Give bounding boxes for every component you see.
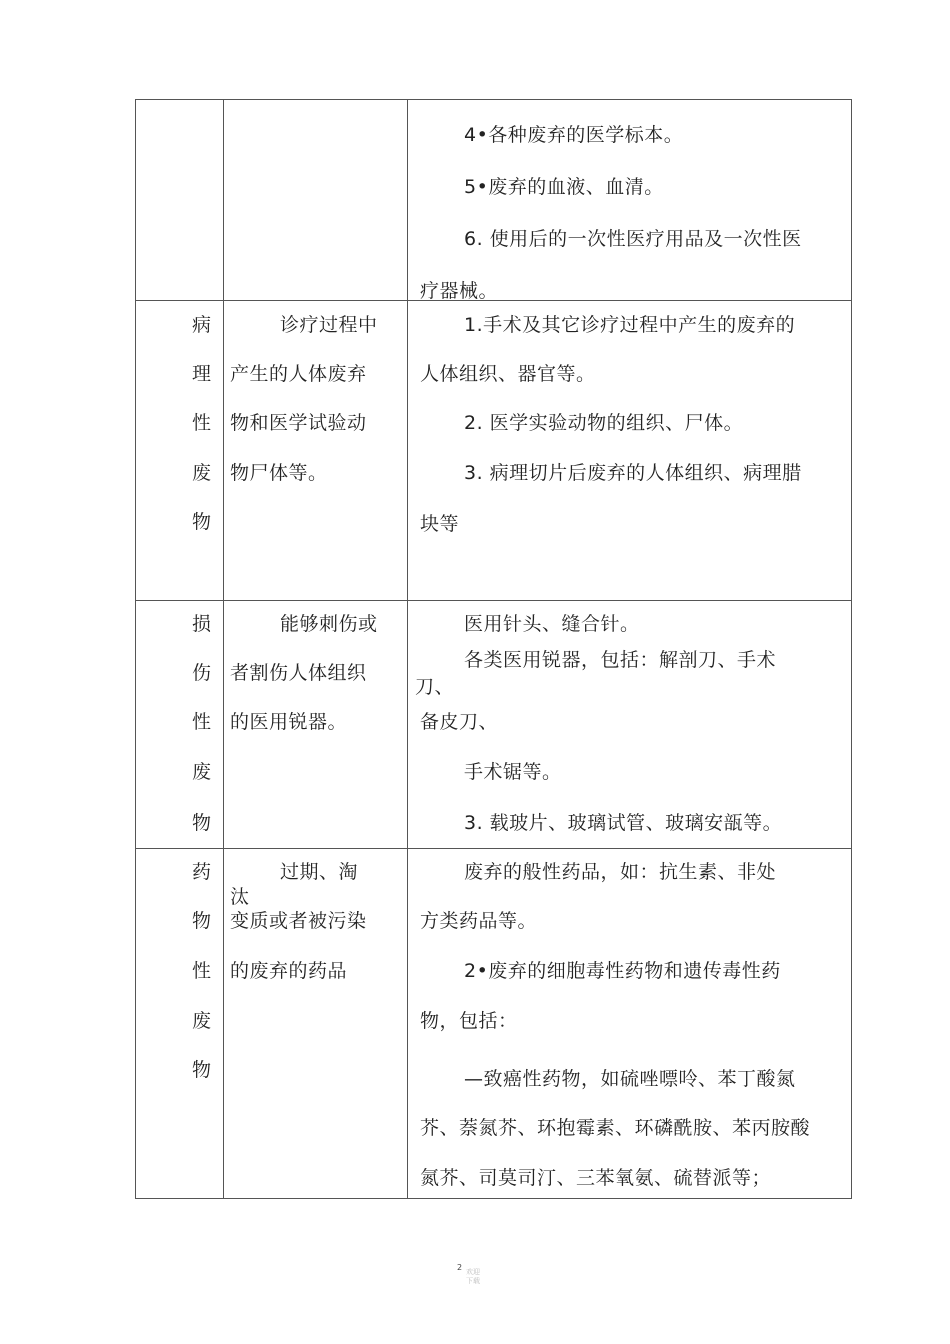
item-line: 5•废弃的血液、血清。 — [464, 176, 664, 198]
category-char: 物 — [192, 910, 212, 932]
items-cell — [407, 100, 852, 300]
item-line: 方类药品等。 — [420, 910, 538, 932]
description-cell — [223, 600, 408, 848]
category-char: 伤 — [192, 662, 212, 684]
clipped-line — [230, 885, 250, 908]
item-line: 1.手术及其它诊疗过程中产生的废弃的 — [464, 314, 796, 336]
page-number: 2 — [457, 1263, 463, 1272]
item-line: 各类医用锐器，包括：解剖刀、手术 — [464, 649, 777, 671]
description-line: 物和医学试验动 — [230, 412, 367, 434]
category-char: 损 — [192, 613, 212, 635]
description-line: 能够刺伤或 — [280, 613, 378, 635]
item-line: 疗器械。 — [420, 280, 499, 302]
category-char: 性 — [192, 412, 212, 434]
description-line: 的医用锐器。 — [230, 711, 348, 733]
item-line: 手术锯等。 — [464, 761, 562, 783]
category-char: 物 — [192, 511, 212, 533]
items-cell — [407, 300, 852, 600]
table-row — [136, 100, 852, 301]
waste-classification-table — [135, 99, 852, 1199]
item-line: 医用针头、缝合针。 — [464, 613, 640, 635]
category-char: 性 — [192, 960, 212, 982]
item-line: 3. 病理切片后废弃的人体组织、病理腊 — [464, 462, 802, 484]
item-line: 块等 — [420, 513, 460, 535]
description-cell — [223, 100, 408, 300]
description-line: 产生的人体废弃 — [230, 363, 367, 385]
item-line: 废弃的般性药品，如：抗生素、非处 — [464, 861, 777, 883]
description-line: 变质或者被污染 — [230, 910, 367, 932]
item-line: 物，包括： — [420, 1010, 518, 1032]
category-cell — [136, 100, 224, 300]
description-line: 物尸体等。 — [230, 462, 328, 484]
category-char: 理 — [192, 363, 212, 385]
item-line: 2. 医学实验动物的组织、尸体。 — [464, 412, 744, 434]
item-line: 刀、 — [415, 676, 455, 698]
items-cell — [407, 600, 852, 848]
category-char: 废 — [192, 462, 212, 484]
category-cell — [136, 848, 224, 1198]
table-row — [136, 600, 852, 849]
category-cell — [136, 600, 224, 848]
item-line: 3. 载玻片、玻璃试管、玻璃安瓿等。 — [464, 812, 783, 834]
item-line: 氮芥、司莫司汀、三苯氧氨、硫替派等； — [420, 1167, 772, 1189]
item-line: —致癌性药物，如硫唑嘌呤、苯丁酸氮 — [464, 1068, 796, 1090]
description-cell — [223, 848, 408, 1198]
footer-note: 欢迎下载 — [466, 1268, 480, 1285]
item-line: 4•各种废弃的医学标本。 — [464, 124, 684, 146]
category-cell — [136, 300, 224, 600]
category-char: 物 — [192, 812, 212, 834]
item-line: 芥、萘氮芥、环抱霉素、环磷酰胺、苯丙胺酸 — [420, 1117, 811, 1139]
category-char: 病 — [192, 314, 212, 336]
table-row — [136, 300, 852, 601]
description-cell — [223, 300, 408, 600]
category-char: 性 — [192, 711, 212, 733]
table-row — [136, 848, 852, 1199]
category-char: 药 — [192, 861, 212, 883]
item-line: 6. 使用后的一次性医疗用品及一次性医 — [464, 228, 802, 250]
description-line: 诊疗过程中 — [280, 314, 378, 336]
item-line: 人体组织、器官等。 — [420, 363, 596, 385]
category-char: 物 — [192, 1059, 212, 1081]
description-line: 过期、淘 — [280, 861, 359, 883]
description-line: 的废弃的药品 — [230, 960, 348, 982]
category-char: 废 — [192, 1010, 212, 1032]
category-char: 废 — [192, 761, 212, 783]
item-line: 2•废弃的细胞毒性药物和遗传毒性药 — [464, 960, 781, 982]
item-line: 备皮刀、 — [420, 711, 499, 733]
description-line: 汰 — [230, 886, 250, 908]
description-line: 者割伤人体组织 — [230, 662, 367, 684]
items-cell — [407, 848, 852, 1198]
